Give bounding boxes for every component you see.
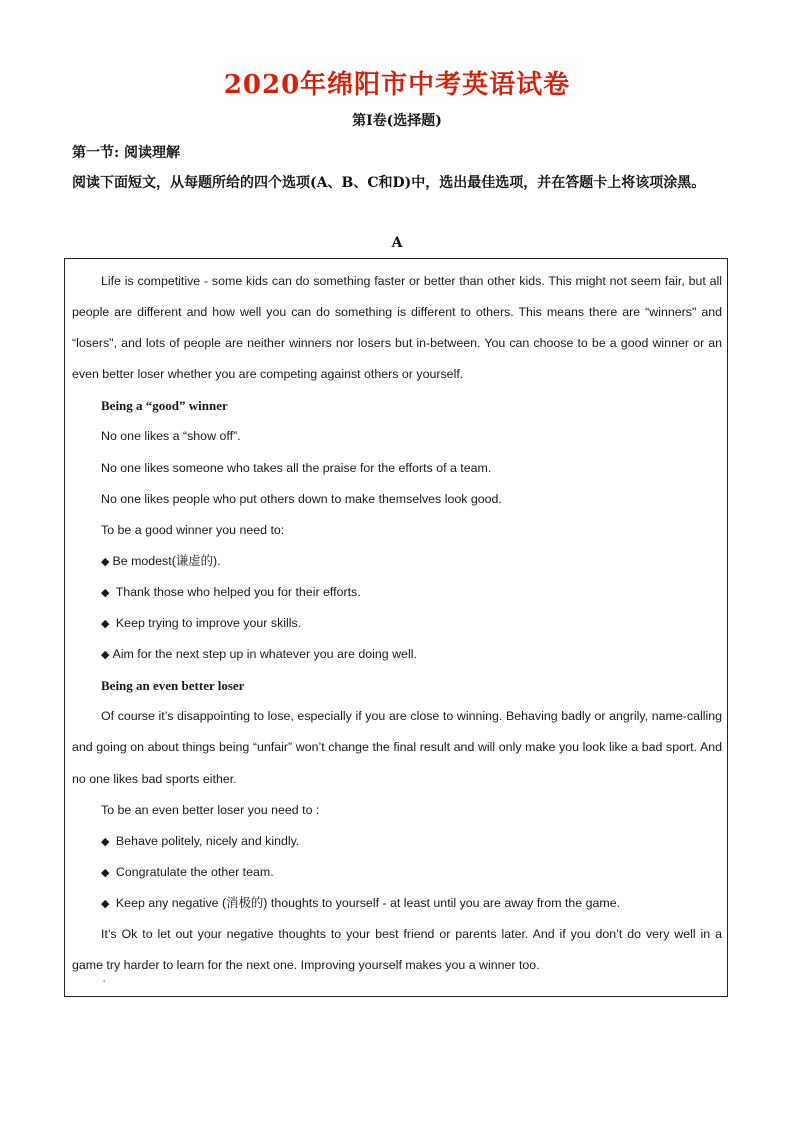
diamond-bullet-icon: ◆ xyxy=(101,865,110,879)
passage-letter: A xyxy=(391,235,403,251)
passage-box xyxy=(64,258,728,997)
diamond-bullet-icon: ◆ xyxy=(101,648,110,662)
bullet-item: ◆ Keep trying to improve your skills. xyxy=(101,616,302,631)
bullet-item: ◆ Aim for the next step up in whatever you are doing well. xyxy=(101,647,417,662)
diamond-bullet-icon: ◆ xyxy=(101,554,110,568)
bullet-item: ◆ Behave politely, nicely and kindly. xyxy=(101,833,300,848)
closing-paragraph: It’s Ok to let out your negative thoughts to your best friend or parents later. And if you don’t do very well in a game try harder to learn for the next one. Improving yourself makes you a winner too. xyxy=(72,926,722,973)
diamond-bullet-icon: ◆ xyxy=(101,896,110,910)
intro-paragraph: Life is competitive - some kids can do something faster or better than other kids. This might not seem fair, but all people are different and how well you can do something is different to others. This means there are “winners" and “losers", and lots of people are neither winners nor losers but in-between. You can choose to be a good winner or an even better loser whether you are competing against others or yourself. xyxy=(72,274,722,382)
stray-mark: ' xyxy=(103,979,106,988)
diamond-bullet-icon: ◆ xyxy=(101,585,110,599)
better-loser-paragraph: Of course it’s disappointing to lose, especially if you are close to winning. Behaving badly or angrily, name-calling and going on about things being “unfair” won’t change the final result and will only make you look like a bad sport. And no one likes bad sports either. xyxy=(72,709,722,786)
good-winner-line: No one likes someone who takes all the praise for the efforts of a team. xyxy=(101,460,492,475)
better-loser-lead: To be an even better loser you need to : xyxy=(101,802,320,817)
good-winner-line: To be a good winner you need to: xyxy=(101,522,285,537)
good-winner-line: No one likes a “show off”. xyxy=(101,429,241,444)
bullet-item: ◆ Be modest(谦虚的). xyxy=(101,553,221,568)
exam-title: 2020年绵阳市中考英语试卷 xyxy=(223,70,571,100)
bullet-item: ◆ Keep any negative (消极的) thoughts to yourself - at least until you are away from the game. xyxy=(101,895,621,910)
instruction-text: 阅读下面短文，从每题所给的四个选项(A、B、C和D)中，选出最佳选项，并在答题卡上将该项涂黑。 xyxy=(72,175,706,191)
good-winner-line: No one likes people who put others down to make themselves look good. xyxy=(101,491,502,506)
good-winner-heading: Being a “good” winner xyxy=(101,398,228,414)
better-loser-heading: Being an even better loser xyxy=(101,678,245,694)
passage-body xyxy=(72,266,722,981)
bullet-item: ◆ Thank those who helped you for their efforts. xyxy=(101,584,361,599)
diamond-bullet-icon: ◆ xyxy=(101,834,110,848)
bullet-item: ◆ Congratulate the other team. xyxy=(101,864,274,879)
paper-part-title: 第Ⅰ卷(选择题) xyxy=(352,113,442,129)
diamond-bullet-icon: ◆ xyxy=(101,617,110,631)
section-label: 第一节: 阅读理解 xyxy=(72,145,181,161)
